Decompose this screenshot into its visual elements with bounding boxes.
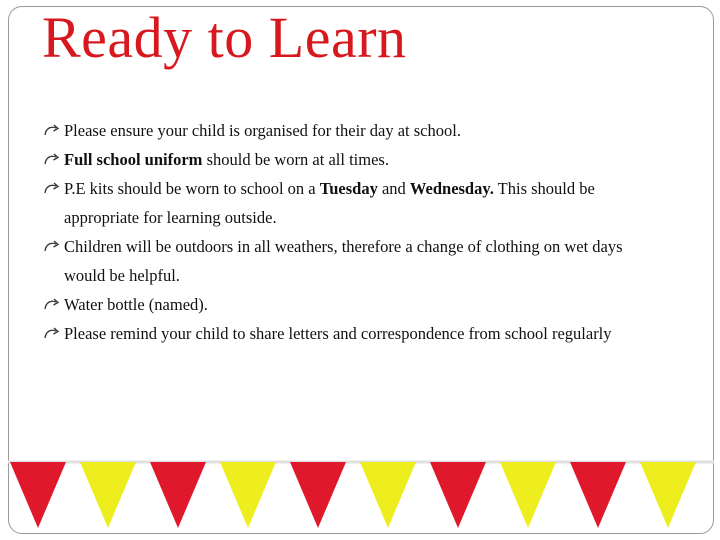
curved-arrow-bullet-icon xyxy=(44,326,60,340)
red-flag xyxy=(570,462,626,528)
yellow-flag xyxy=(80,462,136,528)
bullet-bold-text: Wednesday. xyxy=(409,179,494,198)
bunting-decoration xyxy=(8,458,714,530)
red-flag xyxy=(290,462,346,528)
bullet-text: This should be appropriate for learning outside. xyxy=(64,179,595,227)
yellow-flag xyxy=(500,462,556,528)
bullet-text: Please remind your child to share letters and correspondence from school regularly xyxy=(64,324,612,343)
red-flag xyxy=(10,462,66,528)
bullet-text: Water bottle (named). xyxy=(64,295,208,314)
bullet-list xyxy=(44,116,664,348)
curved-arrow-bullet-icon xyxy=(44,239,60,253)
bullet-text: Please ensure your child is organised for their day at school. xyxy=(64,121,461,140)
page-title: Ready to Learn xyxy=(42,5,407,70)
list-item xyxy=(44,116,664,145)
bullet-text: should be worn at all times. xyxy=(202,150,389,169)
curved-arrow-bullet-icon xyxy=(44,297,60,311)
list-item xyxy=(44,232,664,290)
list-item xyxy=(44,290,664,319)
bullet-text: and xyxy=(377,179,410,198)
bullet-bold-text: Full school uniform xyxy=(64,150,203,169)
curved-arrow-bullet-icon xyxy=(44,152,60,166)
bullet-text: P.E kits should be worn to school on a xyxy=(64,179,320,198)
bullet-bold-text: Tuesday xyxy=(319,179,378,198)
list-item xyxy=(44,174,664,232)
curved-arrow-bullet-icon xyxy=(44,181,60,195)
yellow-flag xyxy=(360,462,416,528)
list-item xyxy=(44,145,664,174)
yellow-flag xyxy=(640,462,696,528)
bullet-text: Children will be outdoors in all weathers, therefore a change of clothing on wet days would be helpful. xyxy=(64,237,623,285)
red-flag xyxy=(430,462,486,528)
yellow-flag xyxy=(220,462,276,528)
list-item xyxy=(44,319,664,348)
curved-arrow-bullet-icon xyxy=(44,123,60,137)
red-flag xyxy=(150,462,206,528)
